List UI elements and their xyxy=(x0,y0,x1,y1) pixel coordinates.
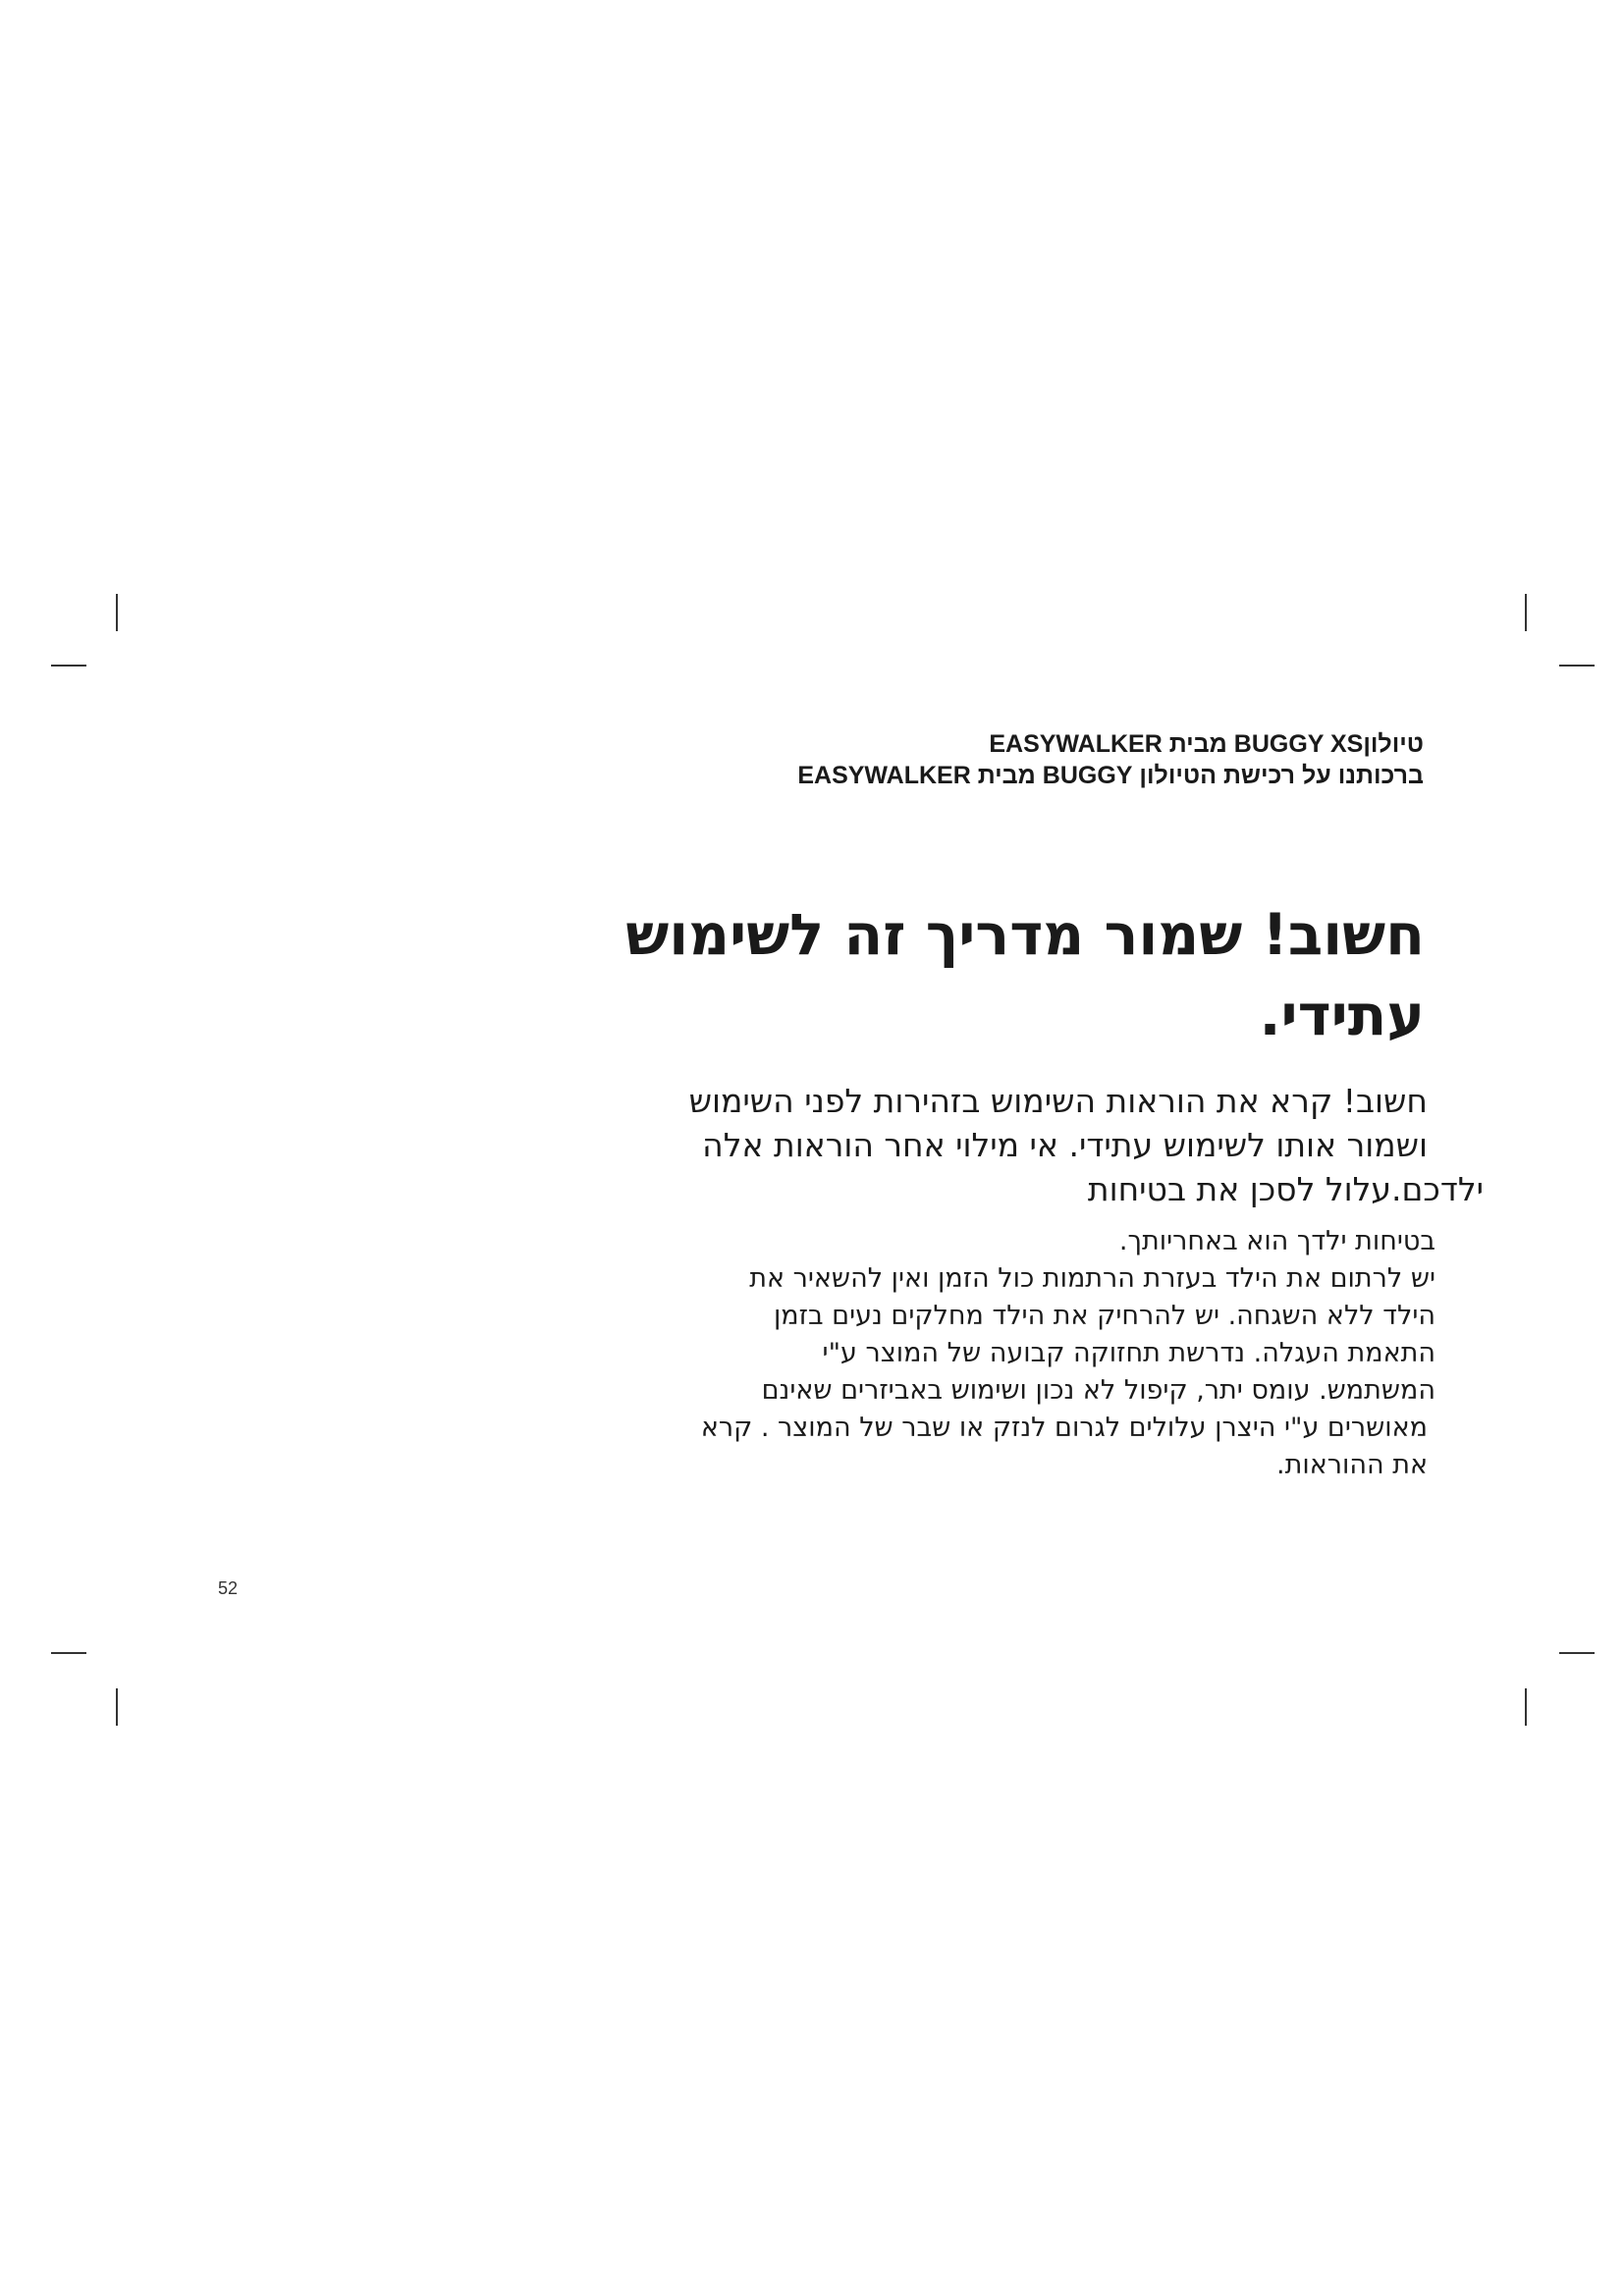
body-line-3: הילד ללא השגחה. יש להרחיק את הילד מחלקים נעים בזמן xyxy=(773,1301,1435,1331)
crop-mark-bottom-right-horizontal xyxy=(1559,1652,1595,1654)
crop-mark-bottom-right-vertical xyxy=(1525,1688,1527,1726)
intro-line-1: חשוב! קרא את הוראות השימוש בזהירות לפני השימוש xyxy=(688,1082,1428,1120)
body-line-2: יש לרתום את הילד בעזרת הרתמות כול הזמן ואין להשאיר את xyxy=(749,1263,1435,1294)
product-subtitle: ברכותנו על רכישת הטיולון BUGGY מבית EASYWALKER xyxy=(797,762,1424,789)
body-line-1: בטיחות ילדך הוא באחריותך. xyxy=(1118,1226,1435,1256)
body-line-7: את ההוראות. xyxy=(1276,1450,1428,1480)
body-line-4: התאמת העגלה. נדרשת תחזוקה קבועה של המוצר ע"י xyxy=(822,1338,1435,1368)
crop-mark-bottom-left-vertical xyxy=(116,1688,118,1726)
crop-mark-top-left-horizontal xyxy=(51,665,86,667)
page-number: 52 xyxy=(218,1578,239,1598)
body-line-6: מאושרים ע"י היצרן עלולים לגרום לנזק או שבר של המוצר . קרא xyxy=(700,1413,1428,1443)
main-heading-line-2: עתידי. xyxy=(1259,982,1425,1048)
intro-line-2: ושמור אותו לשימוש עתידי. אי מילוי אחר הוראות אלה xyxy=(702,1126,1428,1164)
body-line-5: המשתמש. עומס יתר, קיפול לא נכון ושימוש באביזרים שאינם xyxy=(761,1375,1435,1406)
crop-mark-top-right-vertical xyxy=(1525,594,1527,631)
intro-line-3: ילדכם.עלול לסכן את בטיחות xyxy=(1087,1170,1484,1208)
product-title: טיולוןBUGGY XS מבית EASYWALKER xyxy=(989,730,1424,758)
main-heading-line-1: חשוב! שמור מדריך זה לשימוש xyxy=(625,901,1425,968)
crop-mark-top-right-horizontal xyxy=(1559,665,1595,667)
crop-mark-bottom-left-horizontal xyxy=(51,1652,86,1654)
crop-mark-top-left-vertical xyxy=(116,594,118,631)
